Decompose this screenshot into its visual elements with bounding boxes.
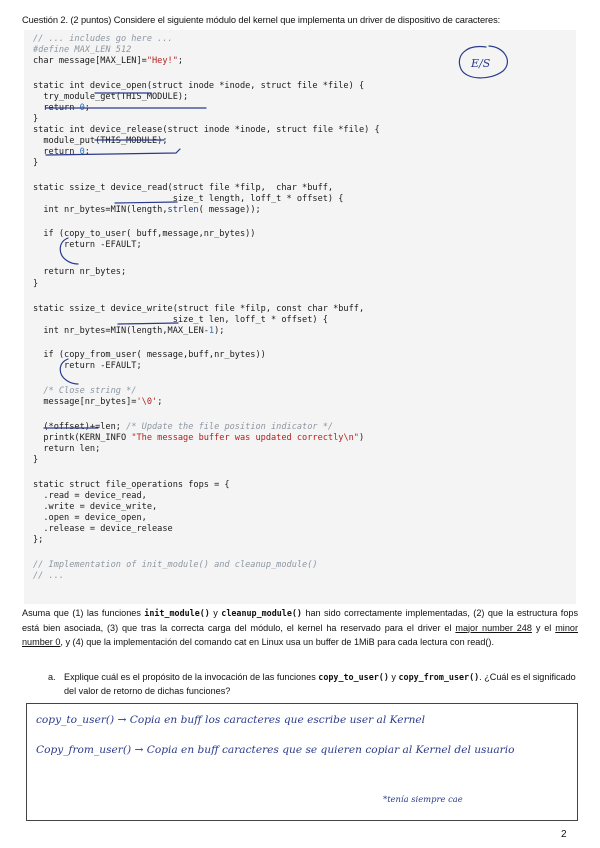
code-text: char message[MAX_LEN]= [33, 56, 147, 66]
code-text: message[nr_bytes]= [33, 397, 137, 407]
code-line: .read = device_read, [33, 491, 147, 501]
code-line: return -EFAULT; [33, 240, 142, 250]
code-line [33, 326, 224, 336]
subquestion-label: a. [48, 672, 56, 682]
subquestion-text [64, 670, 576, 698]
code-text: printk(KERN_INFO [33, 433, 132, 443]
code-listing [24, 30, 576, 604]
code-line [33, 103, 90, 113]
code-line: // ... [33, 571, 65, 581]
code-text: ; [84, 147, 90, 157]
major-number-text: major number 248 [455, 622, 532, 633]
code-line: // ... includes go here ... [33, 34, 173, 44]
code-line: static ssize_t device_write(struct file *filp, const char *buff, [33, 304, 365, 314]
handwritten-note: *tenía siempre cae [383, 794, 463, 804]
code-line [33, 397, 162, 407]
inline-code: init_module() [144, 608, 210, 618]
code-string: "Hey!" [146, 56, 178, 66]
code-text: ); [214, 326, 225, 336]
code-comment: /* Update the file position indicator */ [120, 422, 334, 432]
code-line: #define MAX_LEN 512 [33, 45, 132, 55]
handwritten-answer-line: copy_to_user() → Copia en buff los caracteres que escribe user al Kernel [36, 714, 426, 726]
code-line: static int device_open(struct inode *inode, struct file *file) { [33, 81, 365, 91]
code-text: int nr_bytes=MIN(length,MAX_LEN- [33, 326, 209, 336]
code-text: int nr_bytes=MIN(length, [33, 205, 168, 215]
page-number: 2 [561, 829, 567, 840]
answer-box[interactable] [26, 703, 578, 821]
code-line [33, 422, 333, 432]
subquestion-text-part: Explique cuál es el propósito de la invocación de las funciones [64, 672, 319, 682]
subquestion-text-part: . ¿Cuál es el significado del valor de retorno de dichas funciones? [64, 672, 576, 696]
code-line: if (copy_to_user( buff,message,nr_bytes)) [33, 229, 256, 239]
code-text: ( message)); [198, 205, 261, 215]
code-line: static int device_release(struct inode *inode, struct file *file) { [33, 125, 380, 135]
code-line: .write = device_write, [33, 502, 158, 512]
code-line: /* Close string */ [33, 386, 137, 396]
code-line: } [33, 114, 39, 124]
code-text: ) [358, 433, 365, 443]
code-line: static ssize_t device_read(struct file *filp, char *buff, [33, 183, 334, 193]
code-line: return len; [33, 444, 101, 454]
code-line: } [33, 158, 39, 168]
inline-code: cleanup_module() [221, 608, 302, 618]
code-number: 1 [208, 326, 215, 336]
prose-text: y el [531, 622, 556, 633]
code-line: static struct file_operations fops = { [33, 480, 230, 490]
code-string: '\0' [136, 397, 158, 407]
code-text: ; [177, 56, 184, 66]
badge-text: E/S [471, 57, 491, 70]
prose-text: y [209, 608, 222, 618]
question-title: Cuestión 2. (2 puntos) Considere el siguiente módulo del kernel que implementa un driver de dispositivo de caracteres: [22, 15, 501, 25]
code-line: try_module_get(THIS_MODULE); [33, 92, 189, 102]
code-line: module_put(THIS_MODULE); [33, 136, 168, 146]
subquestion-a [48, 670, 576, 698]
prose-text: han sido correctamente implementadas, (2) que la estructura fops está bien asociada, (3) que tras la correcta carga del módulo, el kernel ha reservado para el driver el [22, 608, 578, 633]
assumptions-paragraph [22, 606, 578, 650]
code-text: ; [84, 103, 90, 113]
code-line: if (copy_from_user( message,buff,nr_bytes)) [33, 350, 266, 360]
code-line: return -EFAULT; [33, 361, 142, 371]
code-line: return nr_bytes; [33, 267, 127, 277]
code-line [33, 56, 183, 66]
code-text: (*offset)+=len; [33, 422, 121, 432]
code-number: 0 [79, 147, 85, 157]
subquestion-text-part: y [388, 672, 399, 682]
code-line: size_t length, loff_t * offset) { [33, 194, 344, 204]
code-line: } [33, 279, 39, 289]
code-line: } [33, 455, 39, 465]
code-line [33, 433, 364, 443]
code-line: // Implementation of init_module() and cleanup_module() [33, 560, 318, 570]
code-line: .open = device_open, [33, 513, 147, 523]
code-string: "The message buffer was updated correctly\n" [131, 433, 359, 443]
inline-code: copy_from_user() [398, 672, 480, 682]
handwritten-answer-line: Copy_from_user() → Copia en buff caracteres que se quieren copiar al Kernel del usuario [36, 744, 515, 756]
prose-text: Asuma que (1) las funciones [22, 608, 145, 618]
code-line [33, 147, 90, 157]
code-text: return [33, 147, 80, 157]
code-line: .release = device_release [33, 524, 173, 534]
code-line [33, 205, 261, 215]
minor-number-text: minor number 0 [22, 622, 578, 648]
code-text: ; [157, 397, 163, 407]
code-line: size_t len, loff_t * offset) { [33, 315, 328, 325]
code-function: strlen [167, 205, 199, 215]
code-line: }; [33, 535, 44, 545]
prose-text: , y (4) que la implementación del comando cat en Linux usa un buffer de 1MiB para cada lectura con read(). [60, 637, 494, 648]
code-text: return [33, 103, 80, 113]
inline-code: copy_to_user() [318, 672, 389, 682]
code-number: 0 [79, 103, 85, 113]
